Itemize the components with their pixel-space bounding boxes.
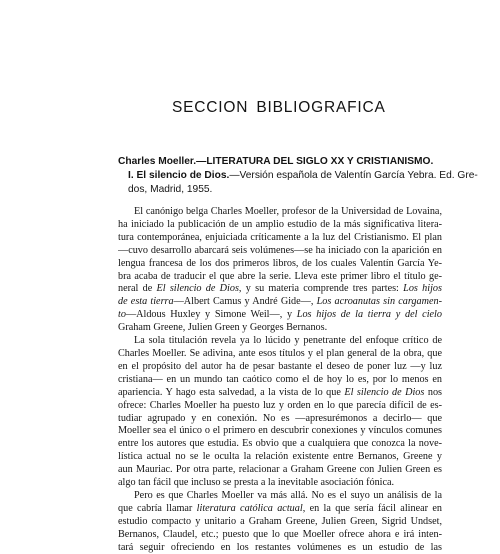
reference-line (118, 169, 478, 183)
text-run: ofrece: Charles Moeller ha puesto luz y orden en lo que parecía difícil de es- (118, 399, 442, 411)
text-line (118, 451, 442, 464)
text-run: apariencia. Y hago esta salvedad, a la vista de lo que (118, 386, 345, 398)
text-line (118, 348, 442, 361)
text-line (118, 477, 442, 490)
text-line (118, 490, 442, 503)
text-run: ha iniciado la publicación de un amplio estudio de la más significativa litera- (118, 218, 442, 230)
text-line (118, 425, 442, 438)
text-run: cristiana— en un mundo tan caótico como el de hoy lo es, por lo menos en (118, 373, 442, 385)
italic-title: El silencio de Dios (156, 283, 239, 295)
text-line (118, 503, 442, 516)
text-line (118, 206, 442, 219)
text-run: , y su materia comprende tres partes: (238, 283, 404, 295)
italic-title: El silencio de Dios (344, 386, 425, 398)
text-run: , en la que sería fácil alinear en (302, 502, 442, 514)
reference-text: dos, Madrid, 1955. (128, 183, 213, 195)
reference-text: —Versión española de Valentín García Yebra. Ed. Gre- (229, 169, 478, 181)
text-run: Graham Greene, Julien Green y Georges Bernanos. (118, 322, 328, 334)
text-run: El canónigo belga Charles Moeller, profesor de la Universidad de Lovaina, (134, 206, 442, 217)
text-run: aun Mauriac. Por otra parte, relacionar a Graham Greene con Julien Green es (118, 464, 442, 476)
text-run: que cabría llamar (118, 502, 197, 514)
text-run: —Aldous Huxley y Simone Weil—, y (125, 309, 297, 321)
text-line (118, 464, 442, 477)
text-line (118, 529, 442, 542)
text-line (118, 322, 442, 335)
text-run: en el propósito del autor ha de pesar bastante el deseo de poner luz —y luz (118, 360, 442, 372)
text-line (118, 374, 442, 387)
bibliographic-reference (118, 155, 478, 196)
text-line (118, 309, 442, 322)
italic-title: Los hijos (403, 283, 442, 295)
reference-bold-text: Charles Moeller.—LITERATURA DEL SIGLO XX Y CRISTIANISMO. (118, 156, 434, 167)
text-run: La sola titulación revela ya lo lúcido y penetrante del enfoque crítico de (134, 335, 442, 347)
text-line (118, 400, 442, 413)
text-line (118, 245, 442, 258)
text-run: tura contemporánea, enjuiciada críticamente a la luz del Cristianismo. El plan (118, 231, 442, 243)
text-line (118, 258, 442, 271)
reference-line (118, 183, 442, 197)
text-run: Moeller sea el único o el primero en descubrir conexiones y vínculos comunes (118, 425, 442, 437)
reference-bold-text: I. El silencio de Dios. (128, 169, 230, 181)
text-line (118, 283, 442, 296)
text-line (118, 361, 442, 374)
text-run: bra acaba de traducir el que abre la serie. Lleva este primer libro el título ge- (118, 270, 442, 282)
review-body (118, 206, 442, 554)
text-run: algo tan fácil que incluso se presta a la inevitable asociación fónica. (118, 477, 395, 489)
reference-line (118, 155, 442, 169)
text-run: estudio compacto y unitario a Graham Greene, Julien Green, Sigrid Undset, (118, 515, 442, 527)
text-line (118, 413, 442, 426)
text-line (118, 219, 442, 232)
text-run: Pero es que Charles Moeller va más allá. No es el suyo un análisis de la (134, 489, 442, 501)
text-run: nos (424, 386, 442, 398)
text-run: neral de (118, 283, 157, 295)
paragraph (118, 206, 442, 335)
text-line (118, 335, 442, 348)
text-run: tará seguir ofreciendo en los restantes volúmenes es un estudio de las (118, 541, 442, 553)
italic-title: Los acroanutas sin cargamen- (316, 296, 442, 308)
text-run: —Albert Camus y André Gide—, (173, 296, 317, 308)
text-line (118, 387, 442, 400)
text-line (118, 271, 442, 284)
paragraph (118, 335, 442, 490)
text-run: lengua francesa de los dos primeros libros, de los cuales Valentín García Ye- (118, 257, 442, 269)
text-run: Charles Moeller. Se adivina, ante esos títulos y el plan general de la obra, que (118, 347, 442, 359)
italic-title: Los hijos de la tierra y del cielo (296, 309, 442, 321)
text-line (118, 542, 442, 554)
italic-title: de esta tierra (118, 296, 174, 308)
text-run: tudiar agrupado y en conexión. No es —apresurémonos a decirlo— que (118, 412, 442, 424)
text-line (118, 296, 442, 309)
italic-title: to (118, 309, 126, 321)
italic-title: literatura católica actual (196, 502, 303, 514)
text-run: lística actual no se le oculta la relación existente entre Bernanos, Greene y (118, 451, 442, 463)
section-title: SECCION BIBLIOGRAFICA (172, 99, 386, 116)
text-run: —cuvo desarrollo abarcará seis volúmenes—se ha iniciado con la aparición en (118, 244, 442, 256)
text-line (118, 516, 442, 529)
text-run: Bernanos, Claudel, etc.; puesto que lo que Moeller ofrece ahora e irá inten- (118, 528, 442, 540)
text-line (118, 438, 442, 451)
text-line (118, 232, 442, 245)
text-run: entre los autores que estudia. Es obvio que a cualquiera que conozca la nove- (118, 438, 442, 450)
